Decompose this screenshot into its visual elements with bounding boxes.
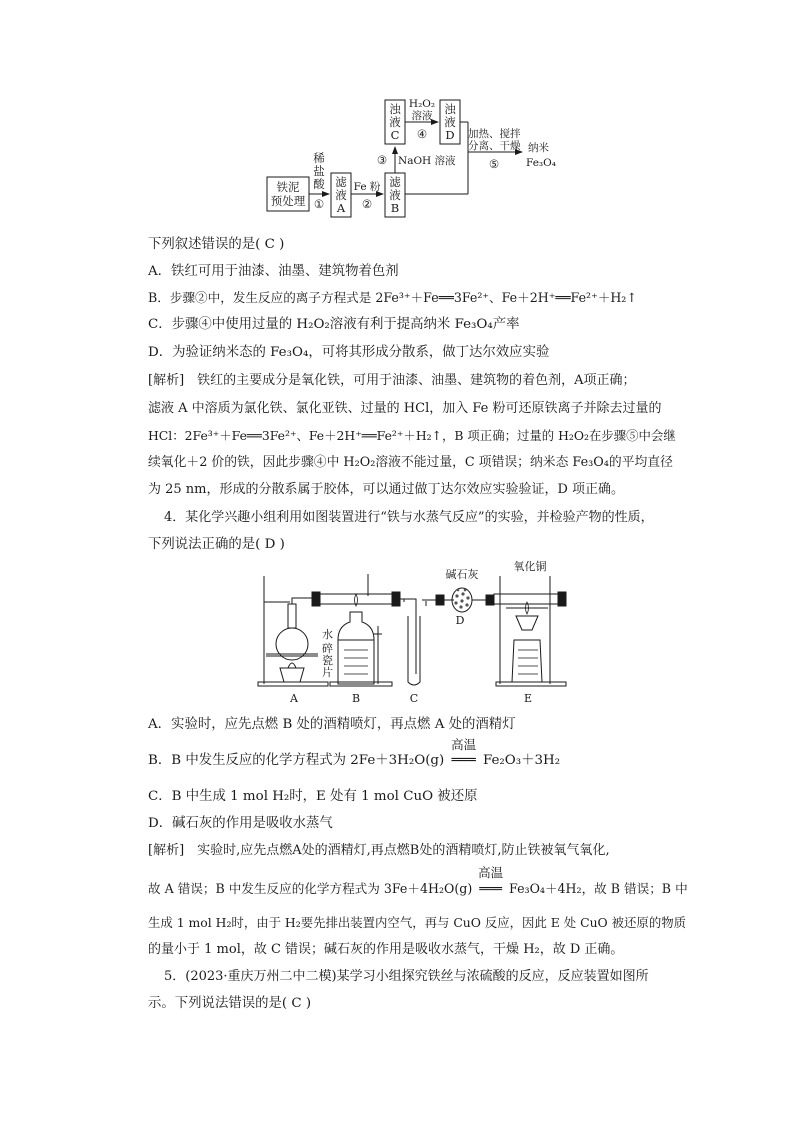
q3-option-a: A．铁红可用于油漆、油墨、建筑物着色剂 [148,264,399,279]
step3-label: ③ [376,153,388,167]
label-cuo: 氧化铜 [513,560,547,573]
turbid-c-c1: 浊 [389,102,401,116]
reagent1-c3: 酸 [313,177,325,191]
q4-option-a: A．实验时，应先点燃 B 处的酒精喷灯，再点燃 A 处的酒精灯 [148,717,516,732]
filtrate-b-c2: 液 [389,188,401,202]
q4-analysis-equation-sign: 高温 ═══ [478,865,504,896]
q4-option-b [148,737,561,770]
q5-stem-line-2: 示。下列说法错误的是( C ) [148,996,312,1011]
reagent2-label: Fe 粉 [353,181,381,193]
q4-stem-line-1: 4．某化学兴趣小组利用如图装置进行“铁与水蒸气反应”的实验，并检验产物的性质， [164,510,654,525]
step1-label: ① [313,197,325,211]
product-label-1: 纳米 [528,142,549,154]
soda-lime-granules [454,589,469,609]
q3-analysis-line-4: 续氧化＋2 价的铁，因此步骤④中 H₂O₂溶液不能过量，C 项错误；纳米态 Fe₃O₄的平均直径 [148,455,673,470]
reagent5-label-2: 分离、干燥 [468,140,521,152]
label-chips-1: 碎 [322,642,333,655]
product-label-2: Fe₃O₄ [526,157,556,169]
reagent1-c2: 盐 [313,164,325,178]
q4-option-b-condition: 高温 [451,737,477,752]
q4-analysis-line-4: 的量小于 1 mol，故 C 错误；碱石灰的作用是吸收水蒸气，干燥 H₂，故 D 正确。 [148,942,624,957]
q4-option-b-text: B．B 中发生反应的化学方程式为 2Fe＋3H₂O(g) [148,753,445,768]
label-chips-3: 片 [322,666,333,679]
filtrate-b-c3: B [390,201,400,215]
label-a: A [290,692,298,705]
q4-option-b-equation-sign: 高温 ═══ [449,752,479,770]
reagent5-label-1: 加热、搅拌 [468,128,521,140]
reagent4-label-1: H₂O₂ [408,98,436,110]
label-b: B [351,692,361,705]
q3-option-c: C．步骤④中使用过量的 H₂O₂溶液有利于提高纳米 Fe₃O₄产率 [148,317,520,332]
reagent4-label-2: 溶液 [411,110,433,122]
label-chips-2: 瓷 [322,654,333,667]
q4-option-d: D．碱石灰的作用是吸收水蒸气 [148,816,333,831]
filtrate-a-c3: A [336,201,346,215]
q4-analysis-line-2 [148,865,688,898]
q3-analysis-line-2: 滤液 A 中溶质为氯化铁、氯化亚铁、过量的 HCl，加入 Fe 粉可还原铁离子并除去过量的 [148,401,662,416]
q4-analysis-line-3: 生成 1 mol H₂时，由于 H₂要先排出装置内空气，再与 CuO 反应，因此 E 处 CuO 被还原的物质 [148,915,686,930]
step5-label: ⑤ [488,157,500,171]
step2-label: ② [361,197,373,211]
start-label-2: 预处理 [270,194,306,208]
label-e: E [523,692,533,705]
label-d: D [455,614,465,627]
filtrate-a-c2: 液 [335,188,347,202]
q4-stem-line-2: 下列说法正确的是( D ) [148,537,285,552]
q3-option-d: D．为验证纳米态的 Fe₃O₄，可将其形成分散系，做丁达尔效应实验 [148,345,550,360]
step4-label: ④ [416,127,428,141]
start-label-1: 铁泥 [276,180,300,194]
turbid-c-c2: 液 [389,115,401,129]
q3-stem: 下列叙述错误的是( C ) [148,237,285,252]
reagent1-c1: 稀 [313,151,325,165]
label-soda-lime: 碱石灰 [445,568,479,581]
q4-analysis-line-2-products: Fe₃O₄＋4H₂，故 B 错误；B 中 [509,881,688,896]
q5-stem-line-1: 5．(2023·重庆万州二中二模)某学习小组探究铁丝与浓硫酸的反应，反应装置如图所 [164,969,649,984]
q3-option-b: B．步骤②中，发生反应的离子方程式是 2Fe³⁺＋Fe══3Fe²⁺、Fe＋2H⁺══Fe²⁺＋H₂↑ [148,290,637,305]
q4-analysis-line-1: [解析] 实验时,应先点燃A处的酒精灯,再点燃B处的酒精喷灯,防止铁被氧气氧化, [148,843,610,858]
q4-option-c: C．B 中生成 1 mol H₂时，E 处有 1 mol CuO 被还原 [148,789,478,804]
q3-analysis-line-5: 为 25 nm，形成的分散系属于胶体，可以通过做丁达尔效应实验验证，D 项正确。 [148,482,625,497]
q3-analysis-line-3: HCl：2Fe³⁺＋Fe══3Fe²⁺、Fe＋2H⁺══Fe²⁺＋H₂↑，B 项正确；过量的 H₂O₂在步骤⑤中会继 [148,428,676,443]
label-water: 水 [322,628,333,641]
turbid-c-c3: C [390,128,400,142]
apparatus-diagram [250,556,570,706]
filtrate-b-c1: 滤 [389,175,401,189]
reagent3-label: NaOH 溶液 [398,155,456,167]
q4-option-b-products: Fe₂O₃＋3H₂ [482,753,561,768]
q4-analysis-condition: 高温 [478,865,504,880]
q4-analysis-line-2-text: 故 A 错误；B 中发生反应的化学方程式为 3Fe＋4H₂O(g) [148,881,473,896]
turbid-d-c1: 浊 [444,102,456,116]
turbid-d-c3: D [445,128,455,142]
filtrate-a-c1: 滤 [335,175,347,189]
q3-analysis-line-1: [解析] 铁红的主要成分是氧化铁，可用于油漆、油墨、建筑物的着色剂，A项正确； [148,373,636,388]
turbid-d-c2: 液 [444,115,456,129]
label-c: C [409,692,419,705]
